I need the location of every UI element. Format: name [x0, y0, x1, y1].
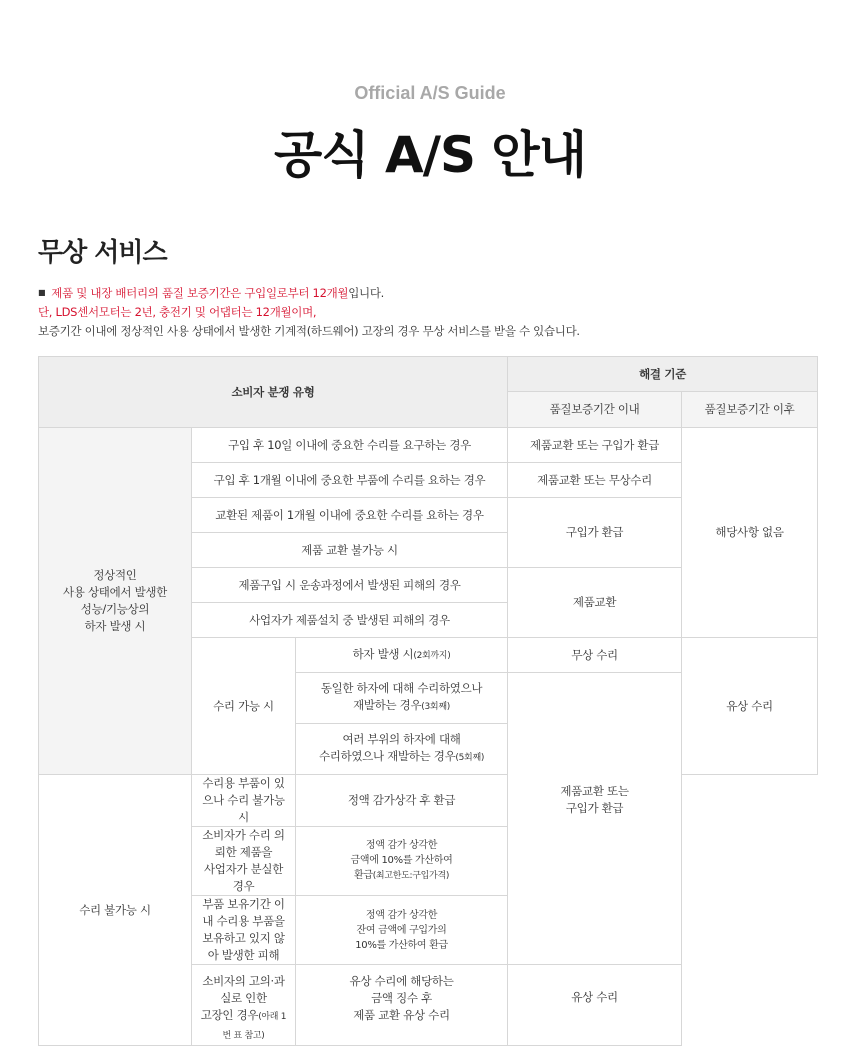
category-normal-use-defect: 정상적인 사용 상태에서 발생한 성능/기능상의 하자 발생 시 [39, 428, 192, 775]
type-main: 동일한 하자에 대해 수리하였으나 재발하는 경우 [320, 681, 483, 712]
within-cell: 유상 수리에 해당하는 금액 징수 후 제품 교환 유상 수리 [296, 965, 508, 1046]
type-cell: 사업자가 제품설치 중 발생된 피해의 경우 [192, 603, 508, 638]
type-main: 소비자의 고의·과실로 인한 고장인 경우 [200, 974, 285, 1022]
within-cell: 제품교환 또는 구입가 환급 [508, 673, 682, 965]
after-main: 정액 감가 상각한 금액에 10%를 가산하여 환급 [350, 840, 453, 881]
within-cell: 제품교환 또는 무상수리 [508, 463, 682, 498]
type-cell: 교환된 제품이 1개월 이내에 중요한 수리를 요하는 경우 [192, 498, 508, 533]
warranty-note-line-3: 보증기간 이내에 정상적인 사용 상태에서 발생한 기계적(하드웨어) 고장의 경우 무상 서비스를 받을 수 있습니다. [38, 324, 580, 338]
within-cell: 제품교환 또는 구입가 환급 [508, 428, 682, 463]
type-cell: 구입 후 1개월 이내에 중요한 부품에 수리를 요하는 경우 [192, 463, 508, 498]
type-cell: 소비자가 수리 의뢰한 제품을 사업자가 분실한 경우 [192, 827, 296, 896]
type-cell: 제품구입 시 운송과정에서 발생된 피해의 경우 [192, 568, 508, 603]
after-cell [296, 827, 508, 896]
section-title: 무상 서비스 [38, 238, 167, 268]
reference-note: (아래 1번 표 참고) [222, 1012, 287, 1041]
repair-count-note: (3회째) [421, 702, 450, 712]
page-title: 공식 A/S 안내 [274, 126, 586, 184]
bullet-icon: ■ [38, 288, 46, 297]
within-cell: 무상 수리 [508, 638, 682, 673]
type-main: 하자 발생 시 [352, 646, 414, 661]
after-cell: 정액 감가상각 후 환급 [296, 775, 508, 827]
after-cell: 유상 수리 [508, 965, 682, 1046]
type-cell: 수리용 부품이 있으나 수리 불가능 시 [192, 775, 296, 827]
header-within-warranty: 품질보증기간 이내 [508, 392, 682, 428]
repair-count-note: (5회째) [455, 753, 485, 763]
subcategory-repairable: 수리 가능 시 [192, 638, 296, 775]
type-cell [296, 724, 508, 775]
type-cell [192, 965, 296, 1046]
warranty-note-line-1 [38, 283, 580, 303]
warranty-period-highlight: 제품 및 내장 배터리의 품질 보증기간은 구입일로부터 12개월 [51, 286, 349, 300]
page-subtitle: Official A/S Guide [354, 83, 506, 103]
after-cell: 유상 수리 [682, 638, 818, 775]
within-cell: 구입가 환급 [508, 498, 682, 568]
type-cell: 부품 보유기간 이내 수리용 부품을 보유하고 있지 않아 발생한 피해 [192, 896, 296, 965]
warranty-note-line-2: 단, LDS센서모터는 2년, 충전기 및 어댑터는 12개월이며, [38, 305, 317, 319]
header-consumer-type: 소비자 분쟁 유형 [39, 357, 508, 428]
after-cell: 해당사항 없음 [682, 428, 818, 638]
warranty-notes [38, 283, 580, 341]
within-cell: 제품교환 [508, 568, 682, 638]
type-cell: 제품 교환 불가능 시 [192, 533, 508, 568]
type-cell [296, 638, 508, 673]
as-resolution-table [38, 356, 818, 1046]
type-cell: 구입 후 10일 이내에 중요한 수리를 요구하는 경우 [192, 428, 508, 463]
type-cell [296, 673, 508, 724]
header-after-warranty: 품질보증기간 이후 [682, 392, 818, 428]
header-resolution: 해결 기준 [508, 357, 818, 392]
refund-limit-note: (최고한도:구입가격) [372, 871, 450, 881]
warranty-period-suffix: 입니다. [348, 286, 384, 300]
after-cell: 정액 감가 상각한 잔여 금액에 구입가의 10%를 가산하여 환급 [296, 896, 508, 965]
subcategory-unrepairable: 수리 불가능 시 [39, 775, 192, 1046]
type-main: 여러 부위의 하자에 대해 수리하였으나 재발하는 경우 [318, 732, 461, 763]
repair-count-note: (2회까지) [413, 650, 451, 661]
